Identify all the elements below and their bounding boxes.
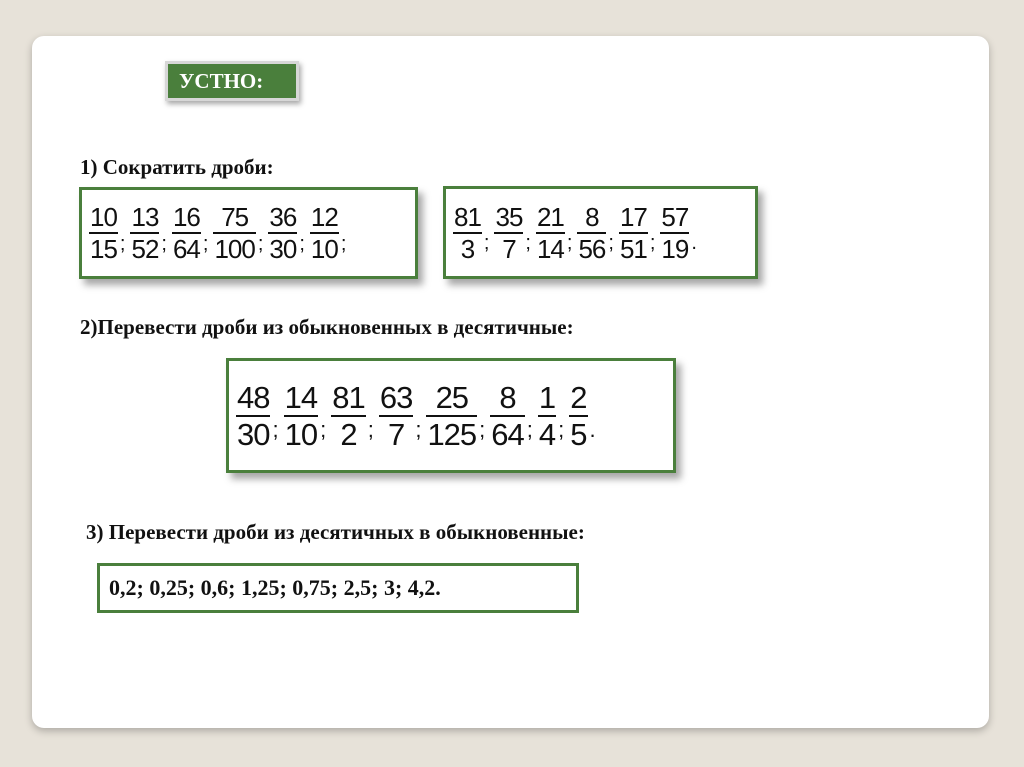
task3-heading: 3) Перевести дроби из десятичных в обыкновенные: (86, 520, 585, 544)
fraction-separator: ; (483, 232, 490, 254)
fraction (569, 379, 587, 452)
fraction-denominator: 100 (214, 234, 255, 264)
fraction-separator: ; (649, 232, 656, 254)
oral-badge (165, 61, 299, 101)
fraction-item (89, 204, 130, 262)
fraction-numerator: 14 (284, 379, 318, 415)
fraction-item (660, 201, 701, 264)
fraction-denominator: 7 (502, 233, 516, 264)
fraction-item (577, 201, 618, 264)
fraction (490, 379, 524, 452)
fraction-separator: . (691, 232, 697, 254)
oral-badge-text: УСТНО: (179, 68, 264, 93)
fraction-item (130, 204, 171, 262)
fraction-separator: ; (119, 232, 126, 255)
fraction-denominator: 64 (172, 234, 200, 264)
fraction-item (172, 204, 213, 262)
fraction-item (379, 379, 427, 452)
fraction-numerator: 63 (379, 379, 413, 415)
fraction-separator: ; (566, 232, 573, 254)
fraction-numerator: 8 (585, 201, 599, 232)
fraction-denominator: 52 (131, 234, 159, 264)
fraction (536, 201, 565, 264)
fraction-denominator: 125 (427, 416, 477, 452)
fraction (236, 379, 270, 452)
fraction (310, 204, 339, 262)
fraction (268, 204, 297, 262)
fraction-separator: ; (202, 232, 209, 255)
task3-decimals: 0,2; 0,25; 0,6; 1,25; 0,75; 2,5; 3; 4,2. (109, 575, 441, 600)
task1-fractions-group-a (79, 187, 418, 279)
fraction (89, 204, 118, 262)
fraction-item (619, 201, 660, 264)
fraction-numerator: 35 (495, 201, 523, 232)
fraction (660, 201, 689, 264)
fraction-item (453, 201, 494, 264)
task3-decimals-box (97, 563, 579, 613)
fraction-numerator: 13 (131, 202, 159, 232)
fraction-denominator: 3 (460, 233, 475, 264)
fraction-item (268, 204, 309, 262)
fraction-separator: ; (161, 232, 167, 255)
fraction-numerator: 10 (90, 202, 117, 232)
fraction (284, 379, 318, 452)
fraction-separator: . (589, 416, 596, 442)
fraction-numerator: 17 (619, 201, 647, 232)
fraction (130, 204, 159, 262)
fraction-denominator: 2 (340, 416, 357, 452)
fraction (619, 201, 648, 264)
fraction-item (490, 379, 538, 452)
fraction-item (426, 379, 490, 452)
fraction (453, 201, 482, 264)
fraction-numerator: 75 (221, 202, 249, 232)
fraction-separator: ; (272, 416, 279, 442)
fraction-denominator: 30 (237, 416, 270, 452)
fraction-separator: ; (415, 416, 422, 442)
fraction-denominator: 7 (387, 416, 405, 452)
fraction-denominator: 10 (310, 234, 338, 264)
fraction-item (284, 379, 332, 452)
fraction-numerator: 36 (269, 202, 297, 232)
fraction-item (536, 201, 577, 264)
fraction-separator: ; (479, 416, 486, 442)
fraction-numerator: 57 (661, 201, 689, 232)
fraction-denominator: 64 (491, 416, 524, 452)
fraction-denominator: 14 (536, 233, 564, 264)
fraction (213, 204, 255, 262)
fraction-denominator: 30 (269, 234, 297, 264)
fraction-separator: ; (526, 416, 533, 442)
fraction-separator: ; (558, 416, 565, 442)
task2-fractions (226, 358, 676, 473)
fraction-numerator: 2 (570, 379, 587, 415)
fraction-numerator: 48 (237, 379, 270, 415)
fraction-item (331, 379, 379, 452)
fraction-separator: ; (320, 416, 327, 442)
fraction-separator: ; (367, 416, 374, 442)
fraction-numerator: 81 (332, 379, 365, 415)
fraction-denominator: 5 (570, 416, 587, 452)
fraction-denominator: 51 (619, 233, 647, 264)
fraction-item (494, 201, 535, 264)
fraction-separator: ; (299, 232, 305, 255)
fraction-denominator: 19 (661, 233, 689, 264)
fraction (172, 204, 201, 262)
fraction-denominator: 4 (538, 416, 556, 452)
fraction-item (538, 379, 569, 452)
fraction-item (213, 204, 268, 262)
fraction (538, 379, 556, 452)
fraction-numerator: 16 (172, 202, 200, 232)
fraction-numerator: 21 (536, 201, 564, 232)
fraction-item (310, 204, 351, 262)
fraction-denominator: 56 (578, 233, 606, 264)
fraction-separator: ; (257, 232, 264, 255)
fraction-numerator: 8 (499, 379, 516, 415)
task1-fractions-group-b (443, 186, 758, 279)
fraction-separator: ; (525, 232, 531, 254)
fraction-numerator: 81 (454, 201, 481, 232)
fraction-item (569, 379, 600, 452)
fraction-denominator: 10 (284, 416, 318, 452)
fraction-numerator: 1 (538, 379, 556, 415)
fraction (577, 201, 606, 264)
task1-heading: 1) Сократить дроби: (80, 155, 274, 179)
fraction-numerator: 25 (435, 379, 469, 415)
fraction-separator: ; (340, 232, 347, 255)
fraction-numerator: 12 (310, 202, 338, 232)
fraction (379, 379, 413, 452)
fraction (494, 201, 523, 264)
fraction-separator: ; (608, 232, 614, 254)
fraction-item (236, 379, 284, 452)
fraction (331, 379, 365, 452)
fraction-denominator: 15 (90, 234, 117, 264)
fraction (426, 379, 477, 452)
task2-heading: 2)Перевести дроби из обыкновенных в десятичные: (80, 315, 574, 339)
